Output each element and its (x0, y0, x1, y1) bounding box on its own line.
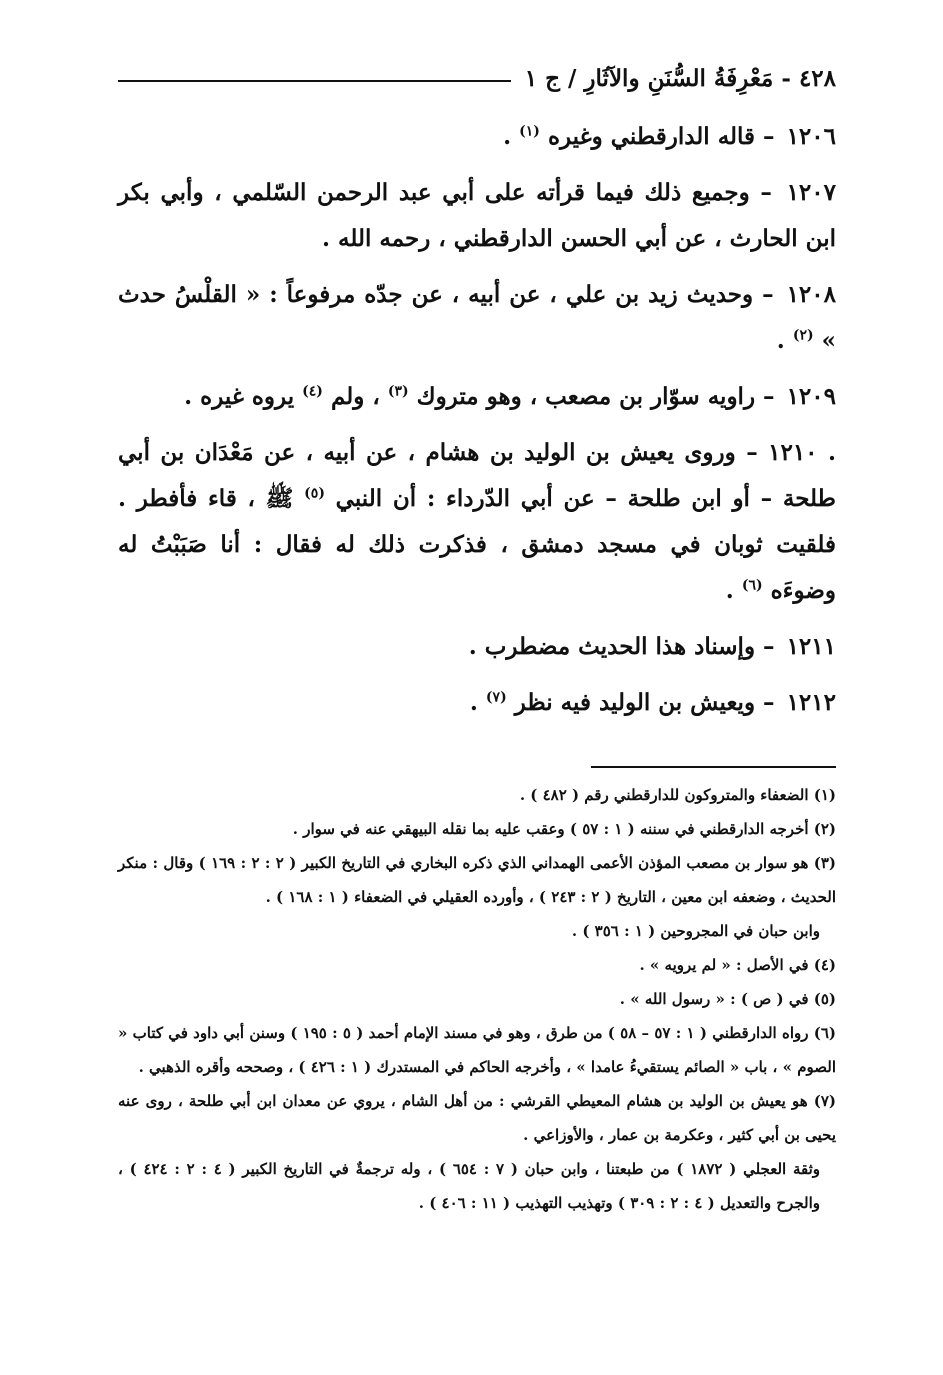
footnote-separator (591, 766, 836, 768)
entry-1209 (118, 374, 836, 420)
footnote-ref[interactable]: (٢) (792, 327, 814, 344)
entry-number: ١٢٠٨ (786, 281, 836, 308)
footnote-7: (٧) هو يعيش بن الوليد بن هشام المعيطي القرشي : من أهل الشام ، يروي عن معدان ابن أبي طلحة ، روى عنه يحيى بن أبي كثير ، وعكرمة بن عمار ، والأوزاعي . (118, 1092, 836, 1144)
entry-tail: . (469, 689, 478, 716)
entry-tail: . (776, 327, 785, 354)
entry-1206 (118, 114, 836, 160)
footnote-ref[interactable]: (٤) (302, 383, 323, 400)
footnote-3-continued: وابن حبان في المجروحين ( ١ : ٣٥٦ ) . (571, 922, 820, 940)
entry-1212 (118, 680, 836, 726)
header-rule (118, 80, 511, 82)
entry-number: ١٢٠٩ (786, 383, 836, 410)
entry-text: – وجميع ذلك فيما قرأته على أبي عبد الرحمن السّلمي ، وأبي بكر ابن الحارث ، عن أبي الحسن الدارقطني ، رحمه الله . (118, 179, 836, 252)
entry-number: ١٢٠٧ (786, 179, 836, 206)
footnote-ref[interactable]: (٥) (304, 485, 325, 502)
footnote-4: (٤) في الأصل : « لم يرويه » . (639, 956, 836, 974)
entry-text: – ويعيش بن الوليد فيه نظر (514, 689, 775, 716)
main-text (118, 114, 836, 726)
entry-tail: . (503, 123, 512, 150)
footnotes-section (118, 778, 836, 1220)
entry-text: – وحديث زيد بن علي ، عن أبيه ، عن جدّه مرفوعاً : « القلْسُ حدث » (118, 281, 836, 354)
running-header (118, 58, 836, 98)
footnote-ref[interactable]: (٣) (387, 383, 409, 400)
entry-1208 (118, 272, 836, 364)
entry-text: . ١٢١٠ – وروى يعيش بن الوليد بن هشام ، عن أبيه ، عن مَعْدَان بن أبي طلحة – أو ابن طلحة – عن أبي الدّرداء : أن النبي (118, 439, 836, 512)
entry-text: – راويه سوّار بن مصعب ، وهو متروك (416, 383, 775, 410)
entry-tail: . (725, 577, 734, 604)
entry-number: ١٢١٢ (786, 689, 836, 716)
entry-number: ١٢٠٦ (786, 123, 836, 150)
entry-text: – قاله الدارقطني وغيره (547, 123, 775, 150)
entry-tail: ﷺ ، قاء فأفطر . فلقيت ثوبان في مسجد دمشق ، فذكرت ذلك له فقال : أنا صَبَبْتُ له وضوءَه (118, 485, 836, 604)
footnote-6: (٦) رواه الدارقطني ( ١ : ٥٧ – ٥٨ ) من طرق ، وهو في مسند الإمام أحمد ( ٥ : ١٩٥ ) وسنن أبي داود في كتاب « الصوم » ، باب « الصائم يستقيءُ عامدا » ، وأخرجه الحاكم في المستدرك ( ١ : ٤٢٦ ) ، وصححه وأقره الذهبي . (118, 1024, 837, 1076)
footnote-7-continued: وثقة العجلي ( ١٨٧٢ ) من طبعتنا ، وابن حبان ( ٧ : ٦٥٤ ) ، وله ترجمةٌ في التاريخ الكبير ( ٤ : ٢ : ٤٢٤ ) ، والجرح والتعديل ( ٤ : ٢ : ٣٠٩ ) وتهذيب التهذيب ( ١١ : ٤٠٦ ) . (118, 1160, 820, 1212)
page-header-title: ٤٢٨ - مَعْرِفَةُ السُّنَنِ والآثَارِ / ج ١ (524, 64, 836, 92)
entry-1207 (118, 170, 836, 262)
footnote-5: (٥) في ( ص ) : « رسول الله » . (619, 990, 836, 1008)
footnote-2: (٢) أخرجه الدارقطني في سننه ( ١ : ٥٧ ) وعقب عليه بما نقله البيهقي عنه في سوار . (292, 820, 836, 838)
footnote-ref[interactable]: (٦) (741, 577, 763, 594)
entry-tail: ، ولم (330, 383, 380, 410)
book-page (118, 58, 836, 1220)
entry-1211 (118, 624, 836, 670)
footnote-ref[interactable]: (١) (519, 123, 540, 140)
entry-tail: يروه غيره . (184, 383, 295, 410)
footnote-1: (١) الضعفاء والمتروكون للدارقطني رقم ( ٤٨٢ ) . (519, 786, 836, 804)
entry-number: ١٢١١ (786, 633, 836, 660)
footnote-3: (٣) هو سوار بن مصعب المؤذن الأعمى الهمداني الذي ذكره البخاري في التاريخ الكبير ( ٢ : ٢ : ١٦٩ ) وقال : منكر الحديث ، وضعفه ابن معين ، التاريخ ( ٢ : ٢٤٣ ) ، وأورده العقيلي في الضعفاء ( ١ : ١٦٨ ) . (118, 854, 837, 906)
entry-1210 (118, 430, 836, 614)
footnote-ref[interactable]: (٧) (485, 689, 507, 706)
entry-text: – وإسناد هذا الحديث مضطرب . (468, 633, 775, 660)
